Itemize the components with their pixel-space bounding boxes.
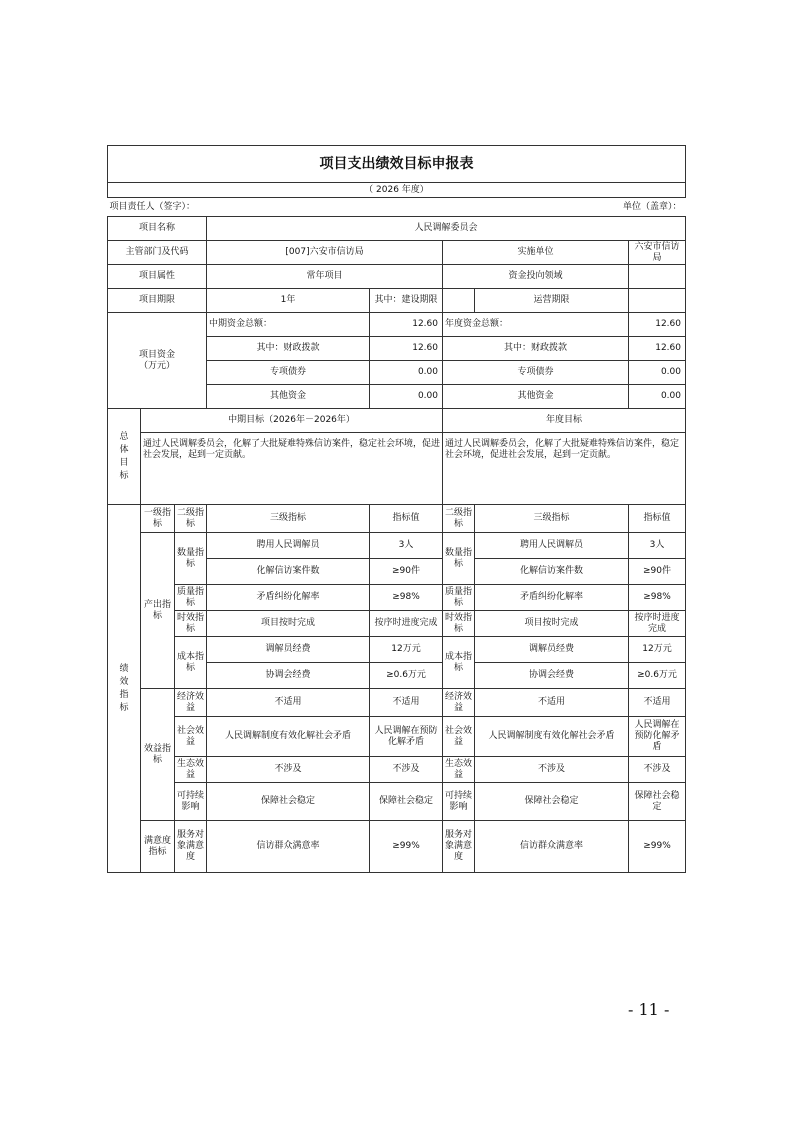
dept-value: [007]六安市信访局 bbox=[207, 241, 443, 265]
funds-label: 项目资金 （万元） bbox=[108, 313, 207, 409]
form-title: 项目支出绩效目标申报表 bbox=[108, 146, 686, 183]
yr-value-cell: 按序时进度完成 bbox=[629, 611, 686, 637]
mid-goal-header: 中期目标（2026年－2026年） bbox=[141, 409, 443, 433]
mid-l3-cell: 聘用人民调解员 bbox=[207, 533, 370, 559]
yr-l3-cell: 人民调解制度有效化解社会矛盾 bbox=[475, 717, 629, 757]
yr-l3-cell: 化解信访案件数 bbox=[475, 559, 629, 585]
responsible-label: 项目责任人（签字）： bbox=[108, 198, 475, 217]
service-satisfaction-indicator: 服务对象满意度 bbox=[443, 821, 475, 873]
mid-l3-cell: 人民调解制度有效化解社会矛盾 bbox=[207, 717, 370, 757]
build-period-label: 其中：建设期限 bbox=[370, 289, 443, 313]
project-name-value: 人民调解委员会 bbox=[207, 217, 686, 241]
yr-l3-cell: 调解员经费 bbox=[475, 637, 629, 663]
header-level3: 三级指标 bbox=[475, 505, 629, 533]
fund-row-right-label: 年度资金总额： bbox=[443, 313, 629, 337]
invest-field-label: 资金投向领域 bbox=[443, 265, 629, 289]
yr-l3-cell: 聘用人民调解员 bbox=[475, 533, 629, 559]
yr-l3-cell: 矛盾纠纷化解率 bbox=[475, 585, 629, 611]
economic-benefit-indicator: 经济效益 bbox=[175, 689, 207, 717]
mid-value-cell: 12万元 bbox=[370, 637, 443, 663]
op-period-label: 运营期限 bbox=[475, 289, 629, 313]
performance-target-form bbox=[107, 145, 685, 873]
satisfaction-indicator-label: 满意度指标 bbox=[141, 821, 175, 873]
mid-l3-cell: 矛盾纠纷化解率 bbox=[207, 585, 370, 611]
overall-goal-label: 总体目标 bbox=[108, 409, 141, 505]
project-period-label: 项目期限 bbox=[108, 289, 207, 313]
mid-value-cell: ≥90件 bbox=[370, 559, 443, 585]
yr-l3-cell: 不涉及 bbox=[475, 757, 629, 783]
yr-l3-cell: 不适用 bbox=[475, 689, 629, 717]
mid-value-cell: 不适用 bbox=[370, 689, 443, 717]
yr-l3-cell: 项目按时完成 bbox=[475, 611, 629, 637]
year-goal-text: 通过人民调解委员会，化解了大批疑难特殊信访案件，稳定社会环境，促进社会发展，起到一定贡献。 bbox=[443, 433, 686, 505]
quality-indicator: 质量指标 bbox=[175, 585, 207, 611]
social-benefit-indicator: 社会效益 bbox=[175, 717, 207, 757]
economic-benefit-indicator: 经济效益 bbox=[443, 689, 475, 717]
yr-l3-cell: 协调会经费 bbox=[475, 663, 629, 689]
op-period-value bbox=[629, 289, 686, 313]
social-benefit-indicator: 社会效益 bbox=[443, 717, 475, 757]
year-goal-header: 年度目标 bbox=[443, 409, 686, 433]
fund-row-right-value: 12.60 bbox=[629, 313, 686, 337]
fund-row-right-value: 0.00 bbox=[629, 361, 686, 385]
eco-benefit-indicator: 生态效益 bbox=[175, 757, 207, 783]
yr-value-cell: 12万元 bbox=[629, 637, 686, 663]
header-level3: 三级指标 bbox=[207, 505, 370, 533]
yr-value-cell: ≥98% bbox=[629, 585, 686, 611]
header-level2: 二级指标 bbox=[443, 505, 475, 533]
mid-l3-cell: 信访群众满意率 bbox=[207, 821, 370, 873]
yr-value-cell: 保障社会稳定 bbox=[629, 783, 686, 821]
fund-row-right-value: 0.00 bbox=[629, 385, 686, 409]
mid-l3-cell: 项目按时完成 bbox=[207, 611, 370, 637]
performance-label: 绩效指标 bbox=[108, 505, 141, 873]
quantity-indicator: 数量指标 bbox=[175, 533, 207, 585]
yr-value-cell: ≥0.6万元 bbox=[629, 663, 686, 689]
yr-l3-cell: 保障社会稳定 bbox=[475, 783, 629, 821]
project-period-value: 1年 bbox=[207, 289, 370, 313]
header-value: 指标值 bbox=[629, 505, 686, 533]
mid-value-cell: 保障社会稳定 bbox=[370, 783, 443, 821]
unit-label: 单位（盖章）： bbox=[475, 198, 686, 217]
benefit-indicator-label: 效益指标 bbox=[141, 689, 175, 821]
fund-row-left-label: 中期资金总额： bbox=[207, 313, 370, 337]
sustainability-indicator: 可持续影响 bbox=[443, 783, 475, 821]
yr-value-cell: 人民调解在预防化解矛盾 bbox=[629, 717, 686, 757]
eco-benefit-indicator: 生态效益 bbox=[443, 757, 475, 783]
quality-indicator: 质量指标 bbox=[443, 585, 475, 611]
service-satisfaction-indicator: 服务对象满意度 bbox=[175, 821, 207, 873]
mid-value-cell: ≥98% bbox=[370, 585, 443, 611]
fund-row-left-label: 其中：财政拨款 bbox=[207, 337, 370, 361]
mid-value-cell: 不涉及 bbox=[370, 757, 443, 783]
mid-l3-cell: 不适用 bbox=[207, 689, 370, 717]
fund-row-left-value: 0.00 bbox=[370, 385, 443, 409]
yr-value-cell: 不涉及 bbox=[629, 757, 686, 783]
timeliness-indicator: 时效指标 bbox=[175, 611, 207, 637]
fund-row-left-value: 12.60 bbox=[370, 313, 443, 337]
mid-l3-cell: 协调会经费 bbox=[207, 663, 370, 689]
header-value: 指标值 bbox=[370, 505, 443, 533]
mid-value-cell: ≥99% bbox=[370, 821, 443, 873]
invest-field-value bbox=[629, 265, 686, 289]
fund-row-left-label: 其他资金 bbox=[207, 385, 370, 409]
yr-value-cell: ≥99% bbox=[629, 821, 686, 873]
fund-row-right-label: 专项债券 bbox=[443, 361, 629, 385]
mid-value-cell: ≥0.6万元 bbox=[370, 663, 443, 689]
build-period-value bbox=[443, 289, 475, 313]
output-indicator-label: 产出指标 bbox=[141, 533, 175, 689]
impl-unit-label: 实施单位 bbox=[443, 241, 629, 265]
mid-value-cell: 3人 bbox=[370, 533, 443, 559]
form-year: （ 2026 年度） bbox=[108, 183, 686, 198]
fund-row-right-label: 其他资金 bbox=[443, 385, 629, 409]
page-number: - 11 - bbox=[628, 1000, 670, 1019]
mid-l3-cell: 化解信访案件数 bbox=[207, 559, 370, 585]
mid-value-cell: 人民调解在预防化解矛盾 bbox=[370, 717, 443, 757]
header-level1: 一级指标 bbox=[141, 505, 175, 533]
form-table bbox=[107, 145, 686, 873]
impl-unit-value: 六安市信访局 bbox=[629, 241, 686, 265]
quantity-indicator: 数量指标 bbox=[443, 533, 475, 585]
cost-indicator: 成本指标 bbox=[175, 637, 207, 689]
yr-value-cell: ≥90件 bbox=[629, 559, 686, 585]
yr-value-cell: 不适用 bbox=[629, 689, 686, 717]
yr-l3-cell: 信访群众满意率 bbox=[475, 821, 629, 873]
project-name-label: 项目名称 bbox=[108, 217, 207, 241]
mid-l3-cell: 保障社会稳定 bbox=[207, 783, 370, 821]
mid-goal-text: 通过人民调解委员会，化解了大批疑难特殊信访案件，稳定社会环境，促进社会发展，起到一定贡献。 bbox=[141, 433, 443, 505]
mid-l3-cell: 不涉及 bbox=[207, 757, 370, 783]
mid-value-cell: 按序时进度完成 bbox=[370, 611, 443, 637]
mid-l3-cell: 调解员经费 bbox=[207, 637, 370, 663]
dept-label: 主管部门及代码 bbox=[108, 241, 207, 265]
timeliness-indicator: 时效指标 bbox=[443, 611, 475, 637]
header-level2: 二级指标 bbox=[175, 505, 207, 533]
sustainability-indicator: 可持续影响 bbox=[175, 783, 207, 821]
fund-row-left-label: 专项债券 bbox=[207, 361, 370, 385]
cost-indicator: 成本指标 bbox=[443, 637, 475, 689]
fund-row-left-value: 12.60 bbox=[370, 337, 443, 361]
fund-row-right-value: 12.60 bbox=[629, 337, 686, 361]
fund-row-right-label: 其中：财政拨款 bbox=[443, 337, 629, 361]
project-attr-label: 项目属性 bbox=[108, 265, 207, 289]
yr-value-cell: 3人 bbox=[629, 533, 686, 559]
project-attr-value: 常年项目 bbox=[207, 265, 443, 289]
fund-row-left-value: 0.00 bbox=[370, 361, 443, 385]
